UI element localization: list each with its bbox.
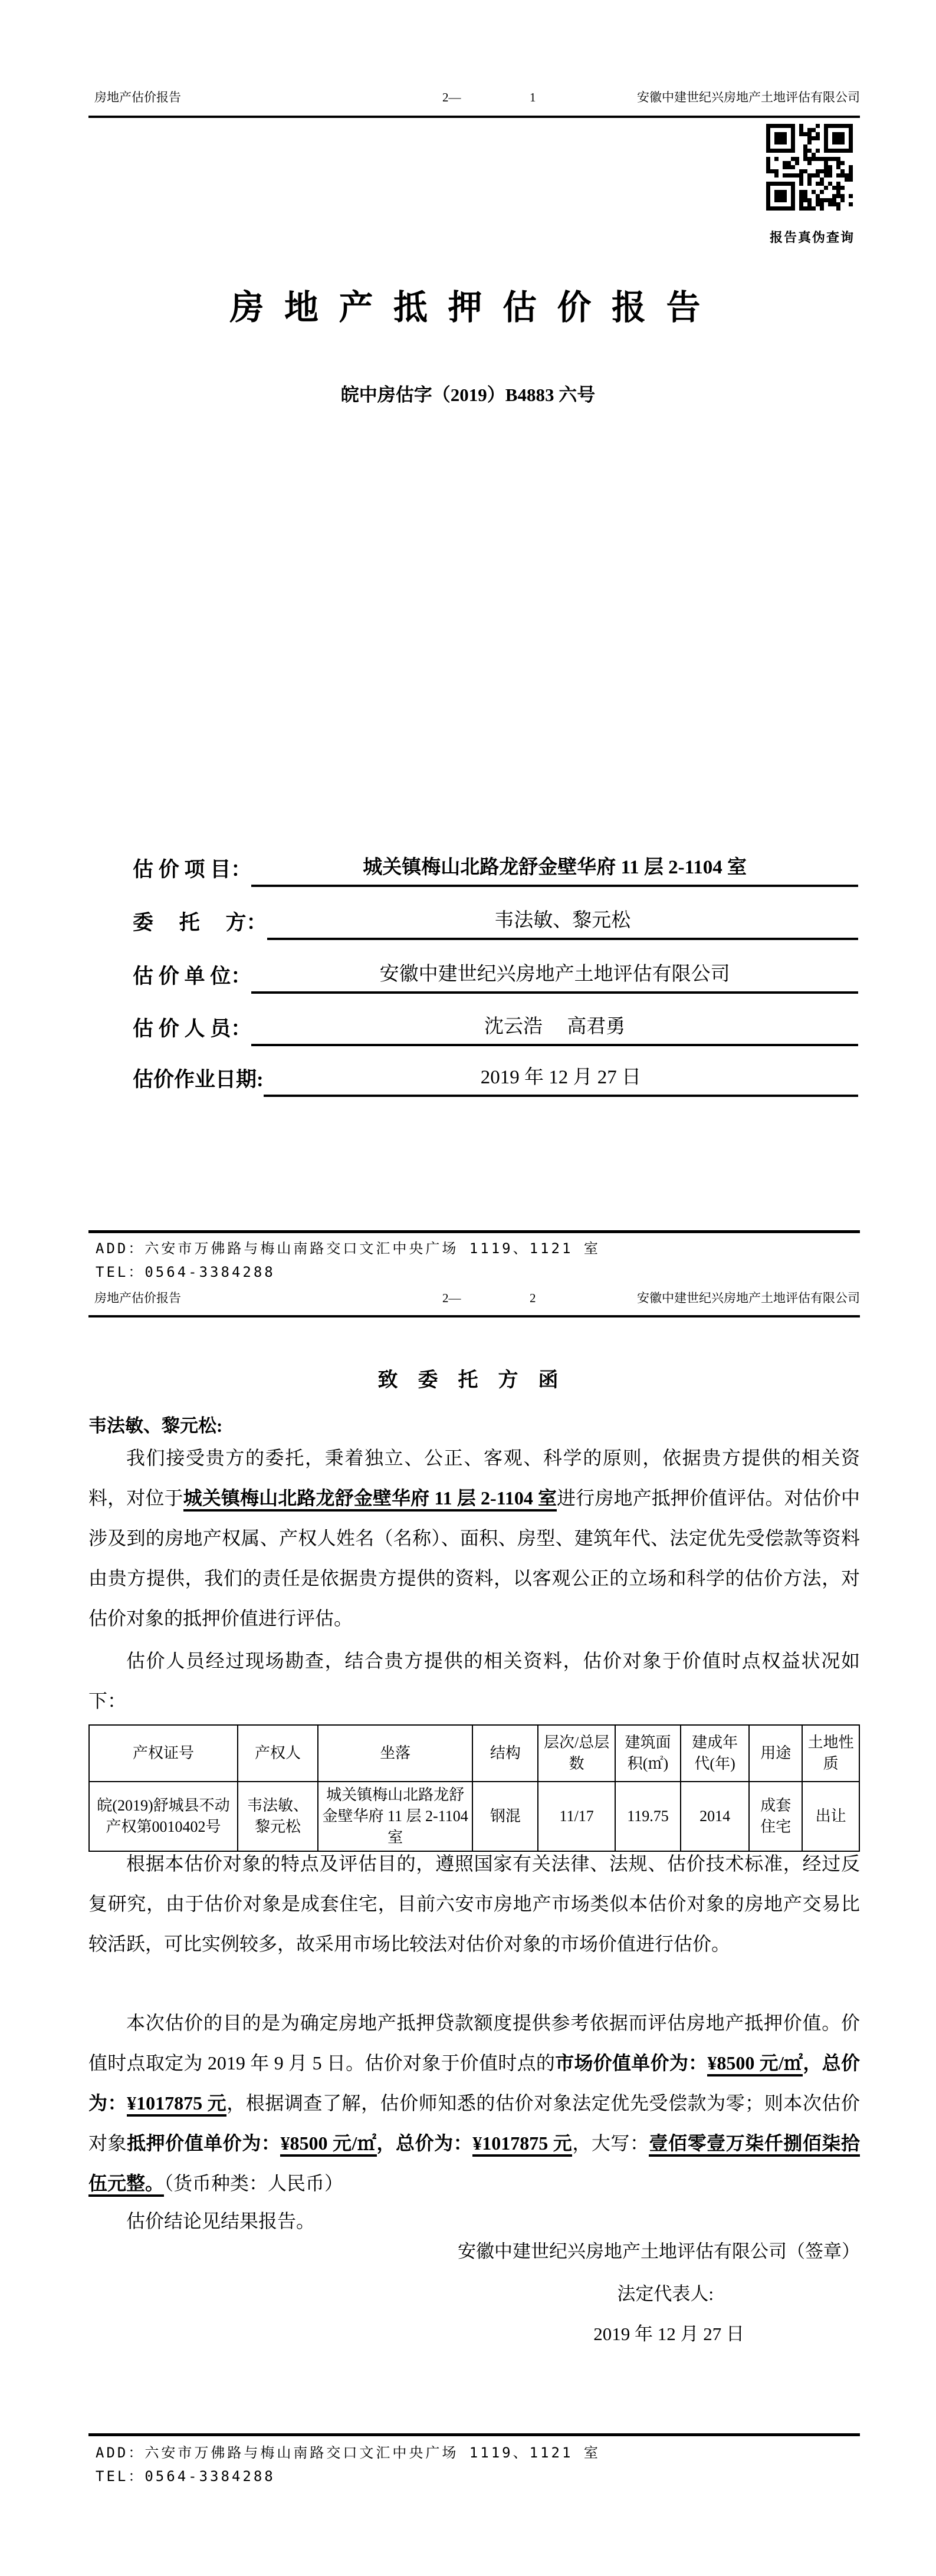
field-client-label: 委 托 方： bbox=[133, 911, 267, 934]
field-appraisers-value: 沈云浩 高君勇 bbox=[251, 1010, 858, 1046]
paragraph-survey: 估价人员经过现场勘查，结合贵方提供的相关资料，估价对象于价值时点权益状况如下： bbox=[88, 1650, 860, 1711]
signature-legal-rep: 法定代表人: bbox=[617, 2283, 714, 2304]
market-unit-price-label: 市场价值单价为： bbox=[555, 2052, 708, 2074]
col-structure: 结构 bbox=[472, 1725, 538, 1782]
header-rule bbox=[88, 116, 860, 118]
header-page-number: 1 bbox=[530, 90, 536, 104]
signature-company: 安徽中建世纪兴房地产土地评估有限公司（签章） bbox=[458, 2241, 860, 2262]
property-rights-table bbox=[88, 1724, 860, 1852]
intro-text-pre: 我们接受贵方的委托，秉着独立、公正、客观、科学的原则，依据贵方提供的相关资料，对位于 bbox=[88, 1447, 860, 1509]
total-price-label: ，总价为： bbox=[88, 2052, 860, 2114]
letter-heading: 致 委 托 方 函 bbox=[377, 1369, 559, 1391]
cell-year-built: 2014 bbox=[681, 1782, 749, 1851]
field-client bbox=[133, 903, 858, 940]
col-area: 建筑面积(㎡) bbox=[615, 1725, 681, 1782]
paragraph-conclusion: 估价结论见结果报告。 bbox=[126, 2210, 316, 2232]
header-company-name: 安徽中建世纪兴房地产土地评估有限公司 bbox=[637, 1291, 860, 1305]
col-owner: 产权人 bbox=[238, 1725, 318, 1782]
value-text: ，大写： bbox=[572, 2133, 649, 2154]
currency-note: （货币种类：人民币） bbox=[164, 2173, 344, 2194]
header-doc-name: 房地产估价报告 bbox=[94, 90, 181, 104]
signature-date: 2019 年 12 月 27 日 bbox=[593, 2324, 744, 2344]
market-unit-price: ¥8500 元/㎡ bbox=[707, 2052, 803, 2076]
cell-area: 119.75 bbox=[615, 1782, 681, 1851]
table-data-row bbox=[89, 1782, 859, 1851]
page2-footer-tel: TEL：0564-3384288 bbox=[96, 2468, 275, 2485]
col-location: 坐落 bbox=[318, 1725, 473, 1782]
field-agency bbox=[133, 957, 858, 994]
field-appraisers bbox=[133, 1010, 858, 1046]
total-price-label: ，总价为： bbox=[376, 2133, 473, 2154]
value-text: 本次估价的目的是为确定房地产抵押贷款额度提供参考依据而评估房地产抵押价值。价值时点取定为 2019 年 9 月 5 日。估价对象于价值时点的 bbox=[88, 2012, 860, 2074]
field-client-value: 韦法敏、黎元松 bbox=[267, 903, 858, 940]
field-agency-value: 安徽中建世纪兴房地产土地评估有限公司 bbox=[251, 957, 858, 994]
cell-owner: 韦法敏、黎元松 bbox=[238, 1782, 318, 1851]
header-doc-name: 房地产估价报告 bbox=[94, 1291, 181, 1305]
field-work-date-value: 2019 年 12 月 27 日 bbox=[264, 1060, 858, 1097]
mortgage-unit-price: ¥8500 元/㎡ bbox=[280, 2133, 376, 2157]
page2-footer-rule bbox=[88, 2433, 860, 2436]
page2-footer-address: ADD：六安市万佛路与梅山南路交口文汇中央广场 1119、1121 室 bbox=[96, 2444, 600, 2461]
report-number: 皖中房估字（2019）B4883 六号 bbox=[340, 385, 596, 405]
qr-caption: 报告真伪查询 bbox=[769, 230, 855, 245]
field-project bbox=[133, 850, 858, 887]
page1-footer-tel: TEL：0564-3384288 bbox=[96, 1264, 275, 1280]
page1-running-header bbox=[88, 88, 860, 106]
header-page-number: 2 bbox=[530, 1291, 536, 1305]
cell-structure: 钢混 bbox=[472, 1782, 538, 1851]
field-agency-label: 估 价 单 位： bbox=[133, 965, 252, 988]
header-rule bbox=[88, 1315, 860, 1317]
col-floor: 层次/总层数 bbox=[538, 1725, 615, 1782]
page2-running-header bbox=[88, 1289, 860, 1307]
paragraph-value bbox=[88, 2003, 860, 2203]
field-project-value: 城关镇梅山北路龙舒金壁华府 11 层 2-1104 室 bbox=[251, 850, 858, 887]
qr-code bbox=[764, 121, 855, 213]
paragraph-method: 根据本估价对象的特点及评估目的，遵照国家有关法律、法规、估价技术标准，经过反复研究，由于估价对象是成套住宅，目前六安市房地产市场类似本估价对象的房地产交易比较活跃，可比实例较多，故采用市场比较法对估价对象的市场价值进行估价。 bbox=[88, 1853, 860, 1954]
paragraph-intro bbox=[88, 1438, 860, 1638]
mortgage-total-price: ¥1017875 元 bbox=[472, 2133, 572, 2157]
letter-salutation: 韦法敏、黎元松: bbox=[88, 1415, 223, 1436]
amount-in-words: 壹佰零壹万柒仟捌佰柒拾伍元整。 bbox=[88, 2133, 860, 2197]
intro-text-post: 进行房地产抵押价值评估。对估价中涉及到的房地产权属、产权人姓名（名称）、面积、房型、建筑年代、法定优先受偿款等资料由贵方提供，我们的责任是依据贵方提供的资料，以客观公正的立场和科学的估价方法，对估价对象的抵押价值进行评估。 bbox=[88, 1487, 860, 1629]
cell-location: 城关镇梅山北路龙舒金壁华府 11 层 2-1104 室 bbox=[318, 1782, 473, 1851]
field-work-date bbox=[133, 1060, 858, 1097]
intro-property-highlight: 城关镇梅山北路龙舒金壁华府 11 层 2-1104 室 bbox=[183, 1487, 557, 1512]
value-text: ，根据调查了解，估价师知悉的估价对象法定优先受偿款为零；则本次估价对象 bbox=[88, 2092, 860, 2154]
cell-floor: 11/17 bbox=[538, 1782, 615, 1851]
field-project-label: 估 价 项 目： bbox=[133, 858, 252, 881]
table-header-row bbox=[89, 1725, 859, 1782]
header-company-name: 安徽中建世纪兴房地产土地评估有限公司 bbox=[637, 90, 860, 104]
page1-footer-address: ADD：六安市万佛路与梅山南路交口文汇中央广场 1119、1121 室 bbox=[96, 1240, 600, 1257]
mortgage-unit-price-label: 抵押价值单价为： bbox=[127, 2133, 281, 2154]
header-pages-total: 2— bbox=[442, 1291, 461, 1305]
cell-use: 成套住宅 bbox=[749, 1782, 802, 1851]
col-year-built: 建成年代(年) bbox=[681, 1725, 749, 1782]
field-appraisers-label: 估 价 人 员： bbox=[133, 1017, 252, 1040]
col-certificate-no: 产权证号 bbox=[89, 1725, 238, 1782]
market-total-price: ¥1017875 元 bbox=[127, 2092, 226, 2117]
report-title: 房 地 产 抵 押 估 价 报 告 bbox=[229, 288, 707, 327]
col-land-nature: 土地性质 bbox=[802, 1725, 859, 1782]
cell-land-nature: 出让 bbox=[802, 1782, 859, 1851]
field-work-date-label: 估价作业日期: bbox=[133, 1068, 264, 1091]
page1-footer-rule bbox=[88, 1230, 860, 1233]
cell-certificate-no: 皖(2019)舒城县不动产权第0010402号 bbox=[89, 1782, 238, 1851]
header-pages-total: 2— bbox=[442, 90, 461, 104]
col-use: 用途 bbox=[749, 1725, 802, 1782]
